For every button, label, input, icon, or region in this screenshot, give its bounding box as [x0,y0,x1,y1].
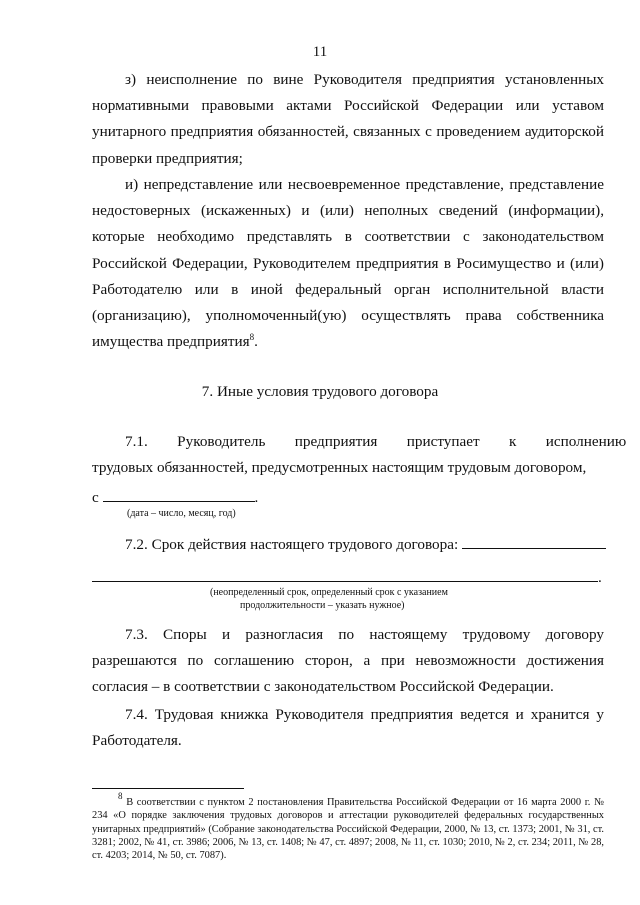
contract-term-field-2[interactable] [92,568,598,582]
paragraph-z-text: з) неисполнение по вине Руководителя предприятия установленных нормативными правовыми актами Российской Федерации или уставом унитарного предприятия обязанностей, связанных с проведением аудиторской проверки предприятия; [92,71,604,167]
clause-7-1-line-2: трудовых обязанностей, предусмотренных настоящим трудовым договором, [92,459,587,476]
clause-7-1-line-1: 7.1. Руководитель предприятия приступает к исполнению [125,433,627,450]
contract-term-field[interactable] [462,535,606,549]
paragraph-z [92,67,604,172]
start-date-field[interactable] [103,488,255,502]
footnote [92,791,604,862]
start-date-hint: (дата – число, месяц, год) [127,508,236,519]
contract-term-continuation [92,568,602,587]
footnote-number: 8 [118,791,123,801]
section-heading: 7. Иные условия трудового договора [201,383,439,400]
footnote-text: В соответствии с пунктом 2 постановления Правительства Российской Федерации от 16 марта 2000 г. № 234 «О порядке заключения трудовых договоров и аттестации руководителей федеральных государственных унитарных предприятий» (Собрание законодательства Российской Федерации, 2000, № 13, ст. 1373; 2001, № 31, ст. 3281; 2002, № 41, ст. 3986; 2006, № 13, ст. 1408; № 47, ст. 4897; 2008, № 11, ст. 1030; 2010, № 2, ст. 234; 2011, № 28, ст. 4203; 2014, № 50, ст. 7087). [92,797,604,862]
page-number: 11 [312,44,328,60]
clause-7-4 [92,702,604,754]
contract-term-hint-1: (неопределенный срок, определенный срок с указанием [210,587,448,598]
clause-7-1-date-line [92,488,258,507]
clause-7-2-label: 7.2. Срок действия настоящего трудового договора: [125,536,459,553]
date-prefix: с [92,489,99,506]
footnote-reference[interactable]: 8 [249,332,255,343]
clause-7-2-line [125,535,606,554]
paragraph-i [92,172,604,355]
date-suffix: . [254,489,259,506]
paragraph-i-end: . [254,333,258,351]
contract-term-hint-2: продолжительности – указать нужное) [240,600,405,611]
paragraph-i-text: и) непредставление или несвоевременное представление, представление недостоверных (искаженных) и (или) неполных сведений (информации), которые необходимо представлять в соответствии с законодательством Российской Федерации, Руководителем предприятия в Росимущество и (или) Работодателю или в иной федеральный орган исполнительной власти (организацию), уполномоченный(ую) осуществлять права собственника имущества предприятия [92,176,604,351]
clause-7-4-text: 7.4. Трудовая книжка Руководителя предприятия ведется и хранится у Работодателя. [92,706,604,750]
clause-7-3-text: 7.3. Споры и разногласия по настоящему трудовому договору разрешаются по соглашению сторон, а при невозможности достижения согласия – в соответствии с законодательством Российской Федерации. [92,626,604,696]
clause-7-3 [92,622,604,701]
contract-term-suffix: . [598,569,602,586]
footnote-separator [92,788,244,789]
